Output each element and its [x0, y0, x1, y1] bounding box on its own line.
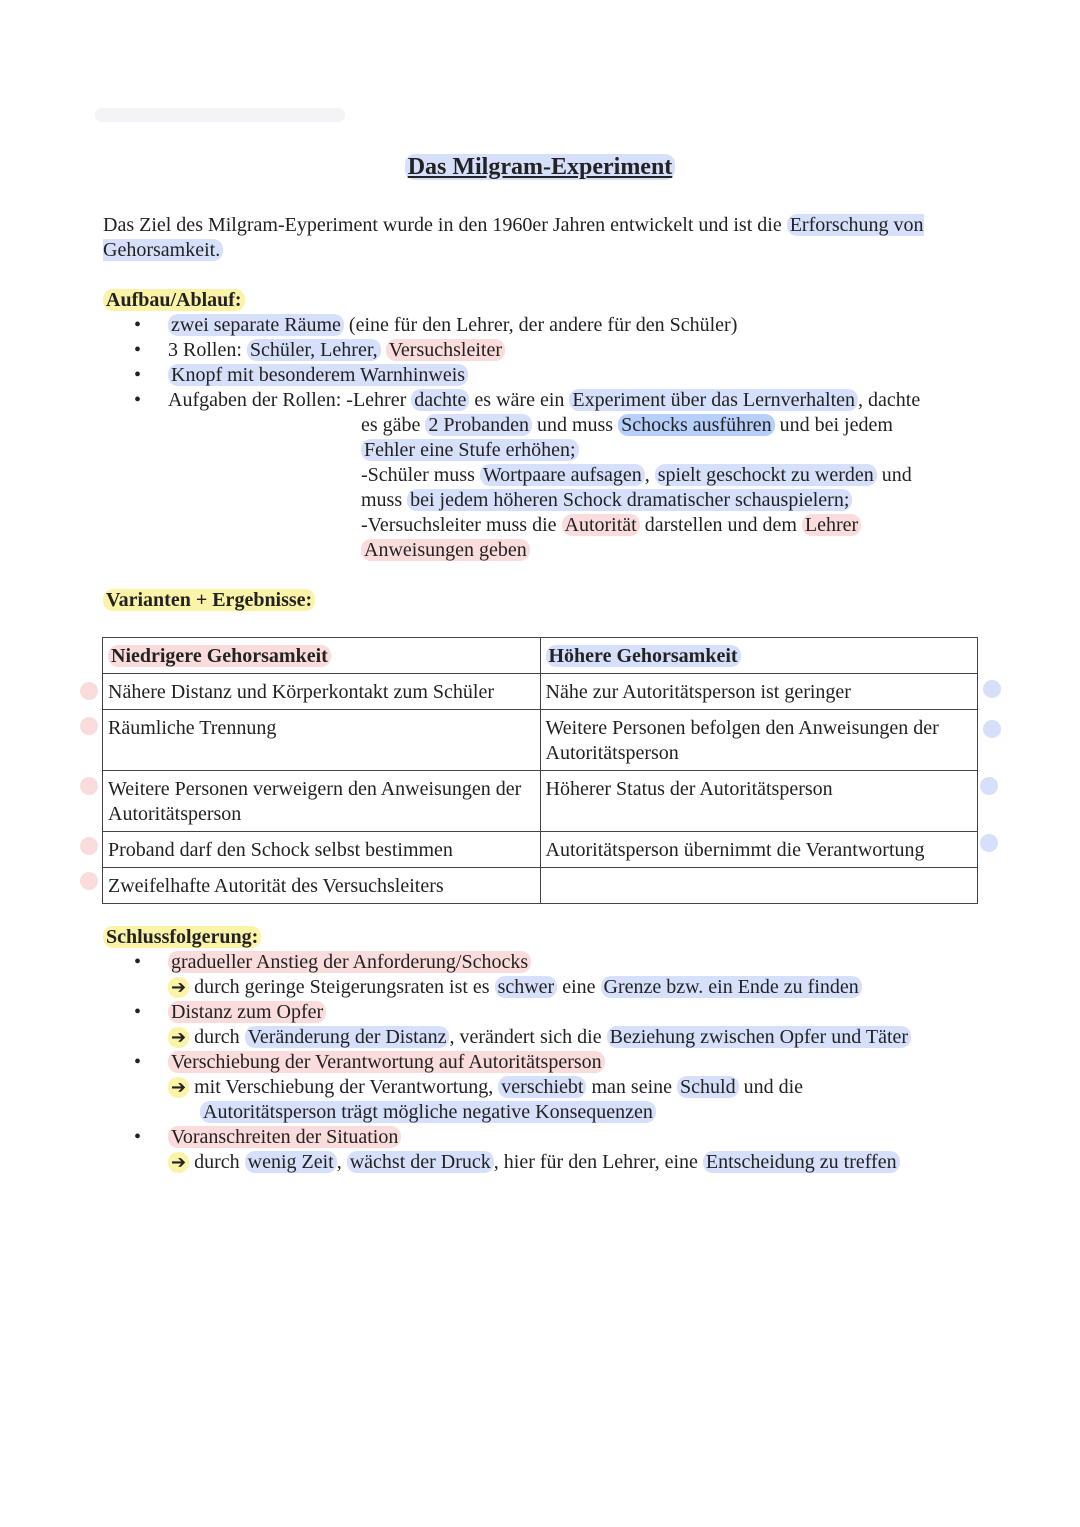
role-line: [361, 488, 981, 513]
schueler-hl-wortpaare: Wortpaare aufsagen: [480, 464, 645, 486]
role-line: [361, 513, 981, 538]
schueler-text: ,: [644, 464, 655, 486]
role-line: [361, 438, 981, 463]
role-line: [361, 413, 981, 438]
arrow-icon: ➔: [168, 1152, 189, 1173]
point1-text: eine: [557, 976, 601, 998]
point3-highlight: Verschiebung der Verantwortung auf Autoritätsperson: [168, 1051, 605, 1073]
point1-text: durch geringe Steigerungsraten ist es: [189, 976, 495, 998]
vl-text: -Versuchsleiter muss die: [361, 514, 562, 536]
table-cell: Zweifelhafte Autorität des Versuchsleiters: [103, 868, 541, 904]
list-item: [130, 1050, 1010, 1125]
intro-text: Das Ziel des Milgram-Eyperiment wurde in den 1960er Jahren entwickelt und ist die: [103, 214, 787, 236]
point4-hl-entscheidung: Entscheidung zu treffen: [703, 1151, 900, 1173]
marker-dot: [980, 777, 998, 795]
list-item: [130, 363, 920, 388]
table-row: [103, 674, 978, 710]
aufbau-heading-text: Aufbau/Ablauf:: [103, 289, 245, 311]
marker-dot: [983, 720, 1001, 738]
list-item: [130, 313, 920, 338]
point4-hl-zeit: wenig Zeit: [245, 1151, 337, 1173]
point3-text: man seine: [586, 1076, 678, 1098]
schueler-hl-spielt: spielt geschockt zu werden: [655, 464, 877, 486]
point4-highlight: Voranschreiten der Situation: [168, 1126, 401, 1148]
item2-highlight-red: Versuchsleiter: [386, 339, 505, 361]
intro-paragraph: [103, 213, 983, 263]
list-item: [130, 1000, 1010, 1050]
lehrer-hl-experiment: Experiment über das Lernverhalten: [569, 389, 858, 411]
table-row: [103, 868, 978, 904]
varianten-heading: [103, 588, 315, 613]
list-item: [130, 950, 1010, 1000]
table-cell: Proband darf den Schock selbst bestimmen: [103, 832, 541, 868]
vl-hl-lehrer: Lehrer: [802, 514, 861, 536]
table-row: [103, 710, 978, 771]
point3-hl-konsequenzen: Autoritätsperson trägt mögliche negative Konsequenzen: [200, 1101, 656, 1123]
vl-text: darstellen und dem: [639, 514, 802, 536]
table-cell: Weitere Personen befolgen den Anweisungen der Autoritätsperson: [540, 710, 978, 771]
marker-dot: [980, 834, 998, 852]
aufbau-list: [130, 313, 920, 413]
item2-highlight-blue: Schüler, Lehrer,: [247, 339, 381, 361]
lehrer-hl-schocks: Schocks ausführen: [618, 414, 775, 436]
table-cell: Höherer Status der Autoritätsperson: [540, 771, 978, 832]
role-line: [361, 538, 981, 563]
item1-highlight: zwei separate Räume: [168, 314, 344, 336]
point4-text: , hier für den Lehrer, eine: [493, 1151, 703, 1173]
vl-hl-autoritaet: Autorität: [562, 514, 640, 536]
header-high-text: Höhere Gehorsamkeit: [546, 645, 741, 667]
page-title: [0, 152, 1080, 182]
point2-hl-beziehung: Beziehung zwischen Opfer und Täter: [607, 1026, 911, 1048]
point2-text: , verändert sich die: [449, 1026, 607, 1048]
point1-highlight: gradueller Anstieg der Anforderung/Schocks: [168, 951, 531, 973]
table-cell: Weitere Personen verweigern den Anweisungen der Autoritätsperson: [103, 771, 541, 832]
lehrer-text: und muss: [531, 414, 619, 436]
list-item: [130, 1125, 1010, 1175]
table-cell: Autoritätsperson übernimmt die Verantwortung: [540, 832, 978, 868]
title-text: Das Milgram-Experiment: [405, 154, 676, 180]
schluss-heading-text: Schlussfolgerung:: [103, 926, 261, 948]
marker-dot: [983, 680, 1001, 698]
point3-hl-schuld: Schuld: [677, 1076, 739, 1098]
point4-text: durch: [189, 1151, 245, 1173]
vl-hl-anweisungen: Anweisungen geben: [361, 539, 530, 561]
table-header-row: [103, 638, 978, 674]
point2-text: durch: [189, 1026, 245, 1048]
aufbau-heading: [103, 288, 245, 313]
point4-text: ,: [336, 1151, 347, 1173]
schueler-text: muss: [361, 489, 408, 511]
schueler-hl-schock: bei jedem höheren Schock dramatischer schauspielern;: [407, 489, 852, 511]
marker-dot: [80, 777, 98, 795]
table-cell: [540, 868, 978, 904]
lehrer-hl-dachte: dachte: [411, 389, 469, 411]
schluss-list: [130, 950, 1010, 1175]
table-row: [103, 771, 978, 832]
table-row: [103, 832, 978, 868]
lehrer-text: -Lehrer: [346, 389, 412, 411]
point1-hl-schwer: schwer: [495, 976, 558, 998]
intro-highlight: Erforschung von Gehorsamkeit.: [103, 214, 924, 261]
point4-hl-druck: wächst der Druck: [347, 1151, 494, 1173]
schluss-heading: [103, 925, 261, 950]
point2-hl-distanz: Veränderung der Distanz: [245, 1026, 450, 1048]
arrow-icon: ➔: [168, 1077, 189, 1098]
arrow-icon: ➔: [168, 977, 189, 998]
lehrer-text: und bei jedem: [774, 414, 893, 436]
point2-highlight: Distanz zum Opfer: [168, 1001, 326, 1023]
schueler-text: und: [876, 464, 912, 486]
header-high: [540, 638, 978, 674]
lehrer-text: es gäbe: [361, 414, 426, 436]
roles-block: [361, 413, 981, 563]
item3-highlight: Knopf mit besonderem Warnhinweis: [168, 364, 468, 386]
arrow-icon: ➔: [168, 1027, 189, 1048]
lehrer-hl-fehler: Fehler eine Stufe erhöhen;: [361, 439, 579, 461]
header-low-text: Niedrigere Gehorsamkeit: [108, 645, 331, 667]
table-cell: Räumliche Trennung: [103, 710, 541, 771]
point3-text: und die: [738, 1076, 804, 1098]
varianten-heading-text: Varianten + Ergebnisse:: [103, 589, 315, 611]
results-table: [102, 637, 978, 904]
marker-dot: [80, 837, 98, 855]
marker-dot: [80, 872, 98, 890]
role-line: [361, 463, 981, 488]
item4-label: Aufgaben der Rollen:: [168, 389, 347, 411]
point3-text: mit Verschiebung der Verantwortung,: [189, 1076, 499, 1098]
lehrer-hl-probanden: 2 Probanden: [425, 414, 532, 436]
lehrer-text: es wäre ein: [469, 389, 570, 411]
list-item: [130, 338, 920, 363]
marker-dot: [80, 717, 98, 735]
point3-hl-verschiebt: verschiebt: [498, 1076, 586, 1098]
marker-dot: [80, 682, 98, 700]
point1-hl-grenze: Grenze bzw. ein Ende zu finden: [601, 976, 862, 998]
list-item: [130, 388, 920, 413]
schueler-text: -Schüler muss: [361, 464, 480, 486]
header-low: [103, 638, 541, 674]
item2-text: 3 Rollen:: [168, 339, 247, 361]
item1-text: (eine für den Lehrer, der andere für den Schüler): [343, 314, 738, 336]
blurred-header: [95, 108, 345, 122]
lehrer-text: , dachte: [858, 389, 921, 411]
table-cell: Nähe zur Autoritätsperson ist geringer: [540, 674, 978, 710]
table-cell: Nähere Distanz und Körperkontakt zum Schüler: [103, 674, 541, 710]
